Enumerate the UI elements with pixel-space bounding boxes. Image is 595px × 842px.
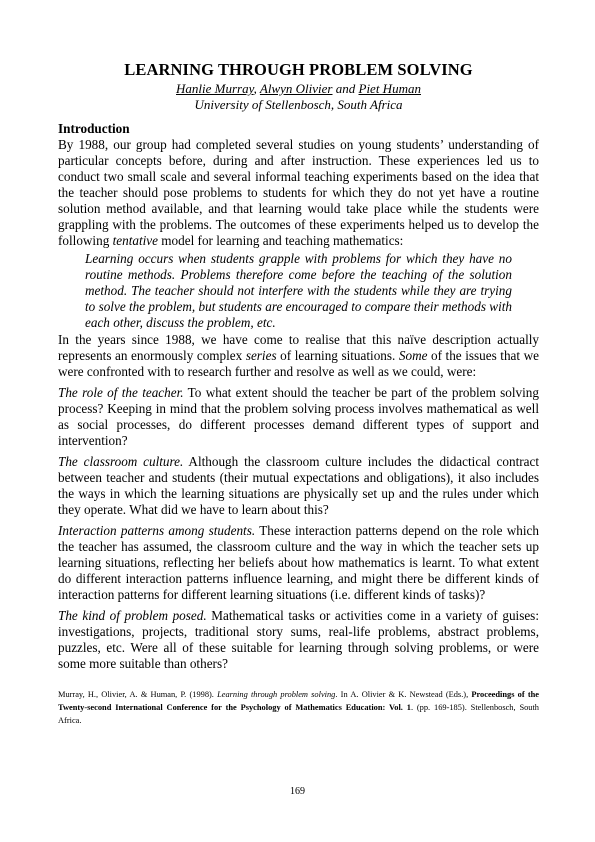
issue-classroom-culture: The classroom culture. Although the classroom culture includes the didactical contract between teacher and students (their mutual expectations and obligations), it also includes the ways in which the learning situations are physically set up and the rules under which they operate. What did we have to learn about this? xyxy=(58,454,539,517)
section-heading: Introduction xyxy=(58,121,130,136)
issue-teacher-role: The role of the teacher. To what extent should the teacher be part of the problem solving process? Keeping in mind that the problem solving process involves mathematical as well as social processes, do different processes demand different types of support and intervention? xyxy=(58,385,539,448)
model-quote: Learning occurs when students grapple with problems for which they have no routine methods. Problems therefore come before the teaching of the solution method. The teacher should not interfere with the students while they are trying to solve the problem, but students are encouraged to compare their methods with each other, discuss the problem, etc. xyxy=(85,251,512,330)
paper-page xyxy=(58,60,539,727)
issue-problem-kind: The kind of problem posed. Mathematical tasks or activities come in a variety of guises: investigations, projects, traditional story sums, real-life problems, abstract problems, puzzles, etc. Were all of these suitable for learning through solving problems, or were some more suitable than others? xyxy=(58,608,539,671)
page-number: 169 xyxy=(290,786,305,797)
citation-footnote: Murray, H., Olivier, A. & Human, P. (1998). Learning through problem solving. In A. Olivier & K. Newstead (Eds.), Proceedings of the Twenty-second International Conference for the Psychology of Mathematics Education: Vol. 1. (pp. 169-185). Stellenbosch, South Africa. xyxy=(58,690,539,725)
author-separator: , xyxy=(253,81,260,96)
affiliation: University of Stellenbosch, South Africa xyxy=(194,97,403,112)
author-3: Piet Human xyxy=(358,81,421,96)
paper-title: LEARNING THROUGH PROBLEM SOLVING xyxy=(124,60,473,79)
intro-paragraph-2: In the years since 1988, we have come to realise that this naïve description actually represents an enormously complex series of learning situations. Some of the issues that we were confronted with to research further and resolve as well as we could, were: xyxy=(58,332,539,379)
author-1: Hanlie Murray xyxy=(176,81,254,96)
issue-interaction-patterns: Interaction patterns among students. These interaction patterns depend on the role which the teacher has assumed, the classroom culture and the way in which the teacher sets up learning situations, reflecting her beliefs about how mathematics is learnt. To what extent do different interaction patterns influence learning, and might there be different kinds of interaction patterns for different learning situations (i.e. different kinds of tasks)? xyxy=(58,523,539,602)
intro-paragraph-1: By 1988, our group had completed several studies on young students’ understanding of particular concepts before, during and after instruction. These experiences led us to conduct two small scale and several informal teaching experiments based on the idea that the teacher should pose problems to students for which they do not yet have a routine solution method available, and that learning would take place while the students were grappling with the problems. The outcomes of these experiments helped us to develop the following tentative model for learning and teaching mathematics: xyxy=(58,137,539,248)
author-2: Alwyn Olivier xyxy=(259,81,333,96)
author-conjunction: and xyxy=(332,81,359,96)
author-line xyxy=(58,81,539,97)
